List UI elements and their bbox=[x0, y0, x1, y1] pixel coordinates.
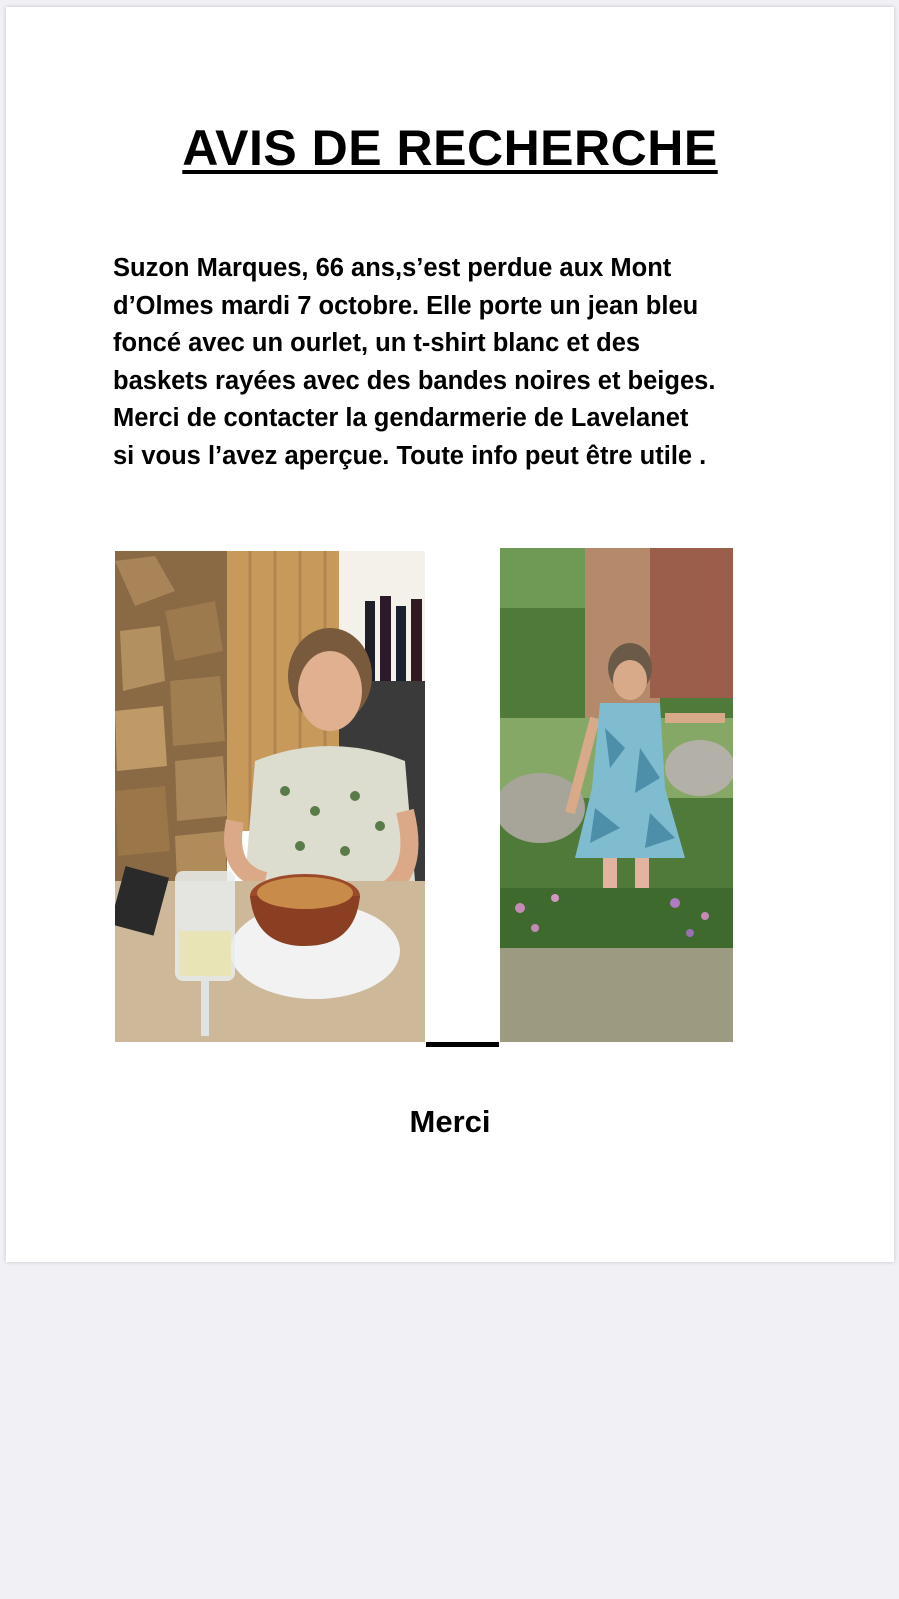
poster-page bbox=[6, 7, 894, 1262]
description-line: Merci de contacter la gendarmerie de Lavelanet bbox=[113, 404, 689, 432]
closing-text: Merci bbox=[409, 1104, 491, 1139]
separator-line bbox=[426, 1042, 499, 1047]
photo-woman-in-garden bbox=[500, 548, 733, 1042]
description-line: foncé avec un ourlet, un t-shirt blanc et des bbox=[113, 329, 641, 357]
description-line: d’Olmes mardi 7 octobre. Elle porte un jean bleu bbox=[113, 291, 699, 320]
poster-description bbox=[113, 250, 813, 475]
description-line: Suzon Marques, 66 ans,s’est perdue aux Mont bbox=[113, 254, 672, 282]
description-line: baskets rayées avec des bandes noires et beiges. bbox=[113, 366, 716, 395]
description-line: si vous l’avez aperçue. Toute info peut être utile . bbox=[113, 441, 707, 470]
photo-woman-at-table bbox=[115, 551, 425, 1042]
poster-title: AVIS DE RECHERCHE bbox=[182, 120, 718, 176]
